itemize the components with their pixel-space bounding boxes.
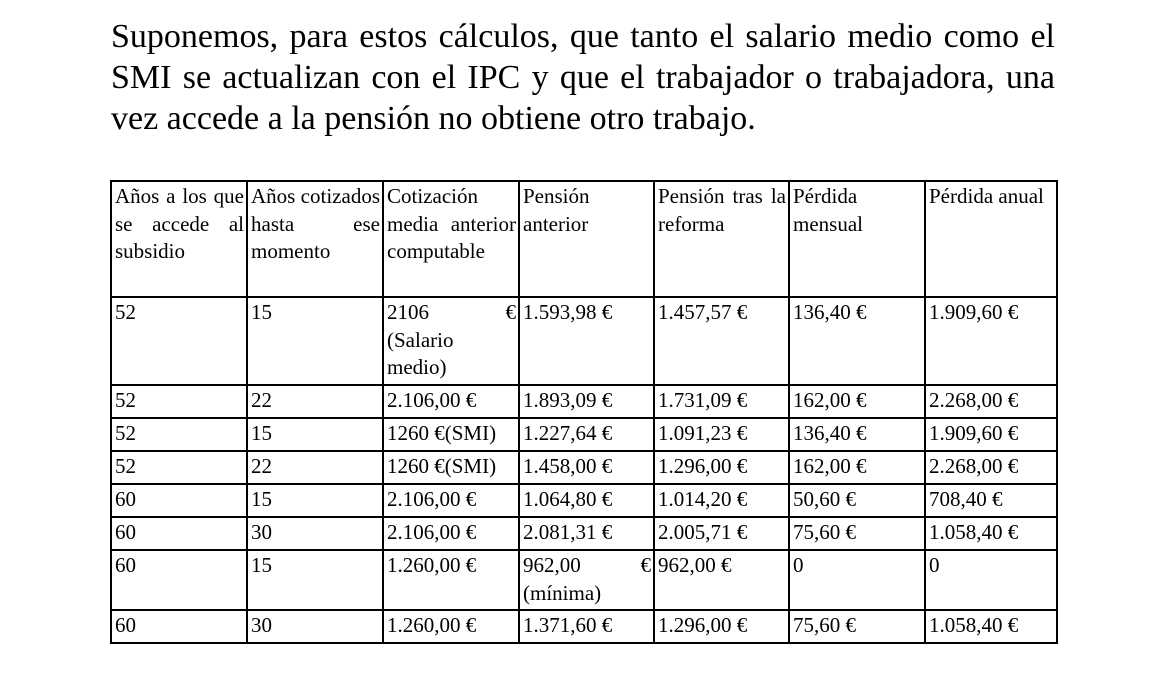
table-header-row — [111, 181, 1057, 297]
table-cell: 1.296,00 € — [654, 610, 789, 643]
table-cell: 1.091,23 € — [654, 418, 789, 451]
header-cell-perdida-anual: Pérdida anual — [925, 181, 1057, 297]
table-cell: 136,40 € — [789, 418, 925, 451]
table-cell: 162,00 € — [789, 451, 925, 484]
table-cell: 2.081,31 € — [519, 517, 654, 550]
table-cell: 1.457,57 € — [654, 297, 789, 385]
table-cell: 22 — [247, 385, 383, 418]
table-cell: 52 — [111, 297, 247, 385]
pension-table — [110, 180, 1058, 644]
table-cell: 60 — [111, 484, 247, 517]
table-row — [111, 550, 1057, 610]
table-cell: 60 — [111, 550, 247, 610]
table-cell: 52 — [111, 418, 247, 451]
table-row — [111, 451, 1057, 484]
table-cell: 1.058,40 € — [925, 610, 1057, 643]
table-cell: 30 — [247, 517, 383, 550]
table-cell: 1260 €(SMI) — [383, 451, 519, 484]
table-cell: 2.268,00 € — [925, 385, 1057, 418]
table-cell: 52 — [111, 451, 247, 484]
table-cell: 52 — [111, 385, 247, 418]
table-cell: 15 — [247, 484, 383, 517]
table-cell: 1.296,00 € — [654, 451, 789, 484]
table-cell: 1.371,60 € — [519, 610, 654, 643]
table-row — [111, 297, 1057, 385]
table-cell: 962,00 € (mínima) — [519, 550, 654, 610]
table-cell: 1.909,60 € — [925, 418, 1057, 451]
table-cell: 1.731,09 € — [654, 385, 789, 418]
table-cell: 1.058,40 € — [925, 517, 1057, 550]
table-cell: 962,00 € — [654, 550, 789, 610]
table-cell: 30 — [247, 610, 383, 643]
table-cell: 0 — [789, 550, 925, 610]
table-cell: 1.893,09 € — [519, 385, 654, 418]
table-cell: 15 — [247, 418, 383, 451]
table-cell: 1.458,00 € — [519, 451, 654, 484]
table-cell: 1.064,80 € — [519, 484, 654, 517]
table-cell: 1.227,64 € — [519, 418, 654, 451]
table-cell: 1260 €(SMI) — [383, 418, 519, 451]
table-cell: 1.260,00 € — [383, 550, 519, 610]
table-cell: 1.260,00 € — [383, 610, 519, 643]
table-cell: 708,40 € — [925, 484, 1057, 517]
table-cell: 60 — [111, 517, 247, 550]
header-cell-anos-cotizados: Años cotizados hasta ese momento — [247, 181, 383, 297]
table-cell: 22 — [247, 451, 383, 484]
table-cell: 2.106,00 € — [383, 484, 519, 517]
table-cell: 2.005,71 € — [654, 517, 789, 550]
header-cell-perdida-mensual: Pérdida mensual — [789, 181, 925, 297]
table-row — [111, 418, 1057, 451]
table-cell: 75,60 € — [789, 610, 925, 643]
table-cell: 50,60 € — [789, 484, 925, 517]
table-cell: 2106 € (Salario medio) — [383, 297, 519, 385]
header-cell-edad-acceso: Años a los que se accede al subsidio — [111, 181, 247, 297]
table-cell: 162,00 € — [789, 385, 925, 418]
table-cell: 60 — [111, 610, 247, 643]
table-row — [111, 517, 1057, 550]
table-cell: 2.106,00 € — [383, 385, 519, 418]
header-cell-pension-reforma: Pensión tras la reforma — [654, 181, 789, 297]
table-cell: 15 — [247, 297, 383, 385]
table-row — [111, 610, 1057, 643]
table-row — [111, 484, 1057, 517]
table-cell: 2.268,00 € — [925, 451, 1057, 484]
intro-paragraph: Suponemos, para estos cálculos, que tanto el salario medio como el SMI se actualizan con el IPC y que el trabajador o trabajadora, una vez accede a la pensión no obtiene otro trabajo. — [111, 18, 1055, 137]
table-cell: 0 — [925, 550, 1057, 610]
table-cell: 1.014,20 € — [654, 484, 789, 517]
table-row — [111, 385, 1057, 418]
table-cell: 75,60 € — [789, 517, 925, 550]
table-cell: 2.106,00 € — [383, 517, 519, 550]
table-cell: 136,40 € — [789, 297, 925, 385]
header-cell-pension-anterior: Pensión anterior — [519, 181, 654, 297]
table-cell: 1.909,60 € — [925, 297, 1057, 385]
table-cell: 15 — [247, 550, 383, 610]
table-cell: 1.593,98 € — [519, 297, 654, 385]
header-cell-cotizacion-media: Cotización media anterior computable — [383, 181, 519, 297]
